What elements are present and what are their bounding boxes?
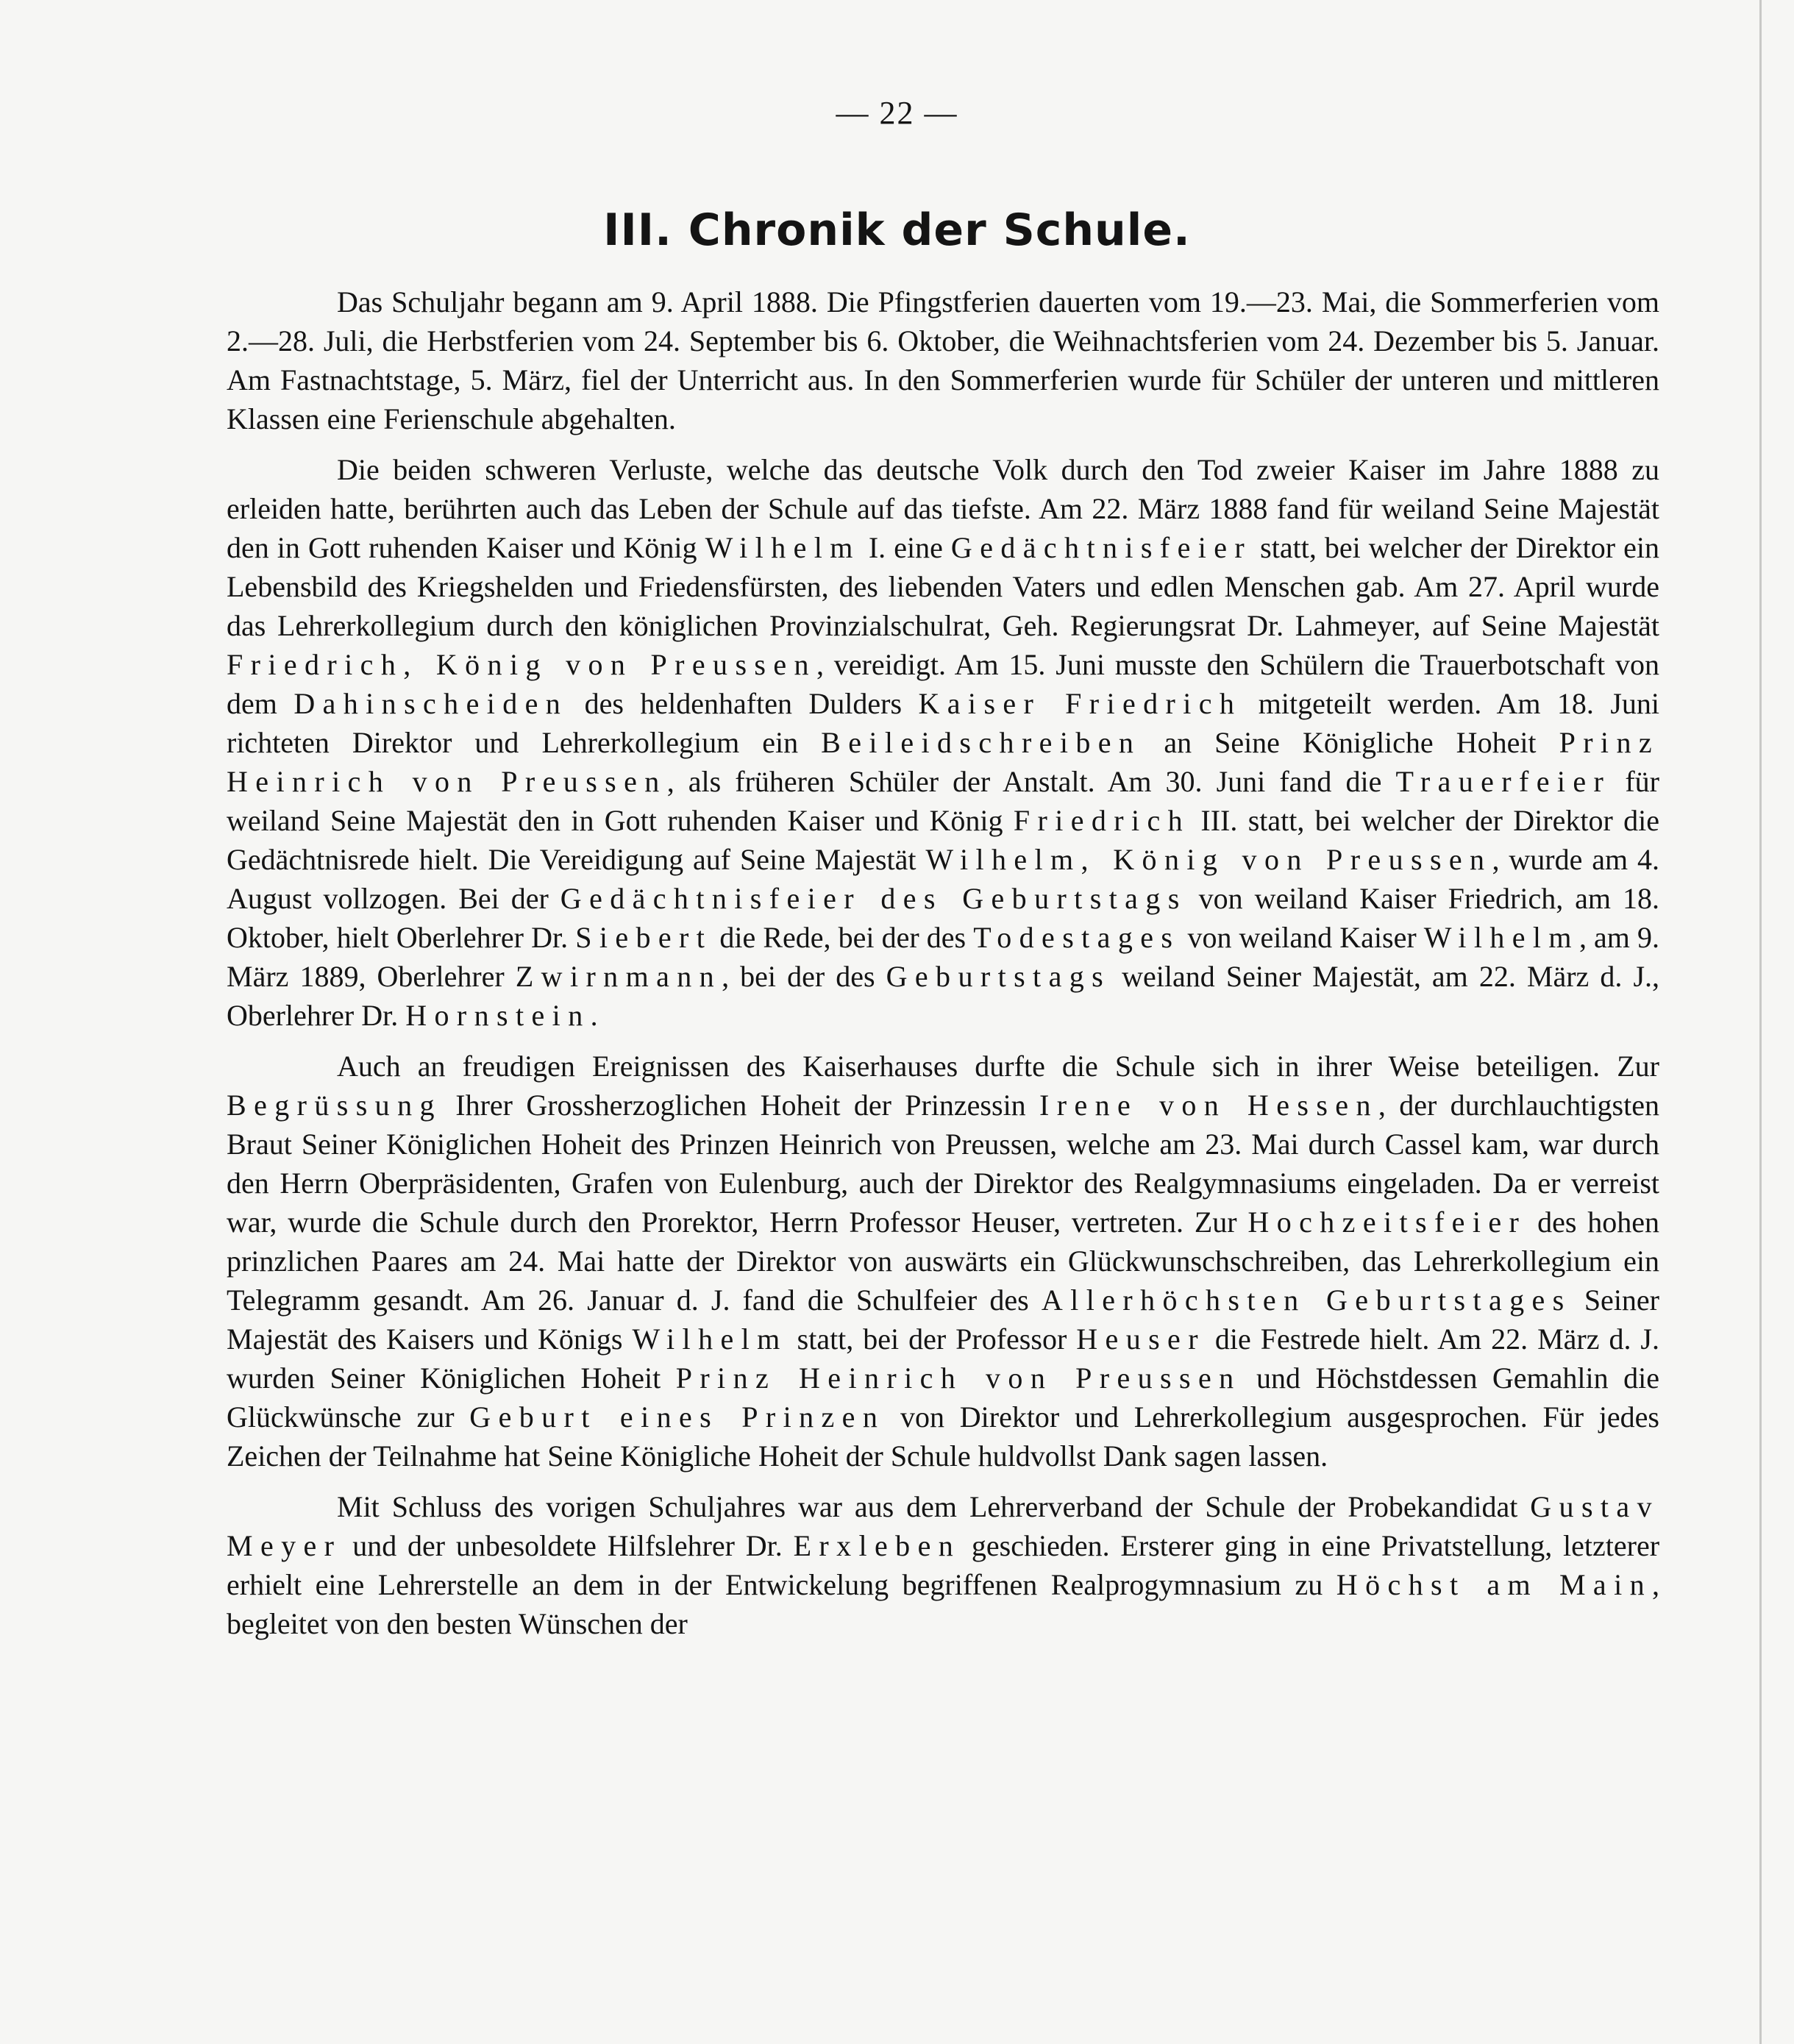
paragraph-text: von Direktor und Lehrerkollegium ausgesprochen. Für jedes Zeichen der Teilnahme hat Seine Königliche Hoheit der Schule huldvollst Dank sagen lassen. <box>227 1400 1659 1473</box>
chronicle-paragraph <box>227 282 1659 438</box>
paragraph-text: von weiland Kaiser <box>1180 921 1424 954</box>
paragraph-text: statt, bei der Professor <box>787 1322 1077 1356</box>
chronicle-paragraph <box>227 450 1659 1035</box>
paragraph-text: des hohen prinzlichen Paares am 24. Mai hatte der Direktor von auswärts ein Glückwunschschreiben, das Lehrerkollegium ein Telegramm gesandt. Am 26. Januar d. J. fand die Schulfeier des <box>227 1206 1659 1317</box>
spaced-emphasis-text: Gustav Meyer <box>227 1490 1659 1562</box>
paragraph-text: Auch an freudigen Ereignissen des Kaiserhauses durfte die Schule sich in ihrer Weise beteiligen. Zur <box>337 1050 1659 1083</box>
spaced-emphasis-text: Friedrich <box>1013 804 1191 837</box>
spaced-emphasis-text: Friedrich, König von Preussen <box>227 648 816 681</box>
spaced-emphasis-text: Hochzeitsfeier <box>1247 1206 1527 1239</box>
paragraph-text: , vereidigt. Am 15. Juni musste den Schülern die Trauerbotschaft von dem <box>227 648 1659 720</box>
spaced-emphasis-text: Wilhelm <box>1423 921 1579 954</box>
spaced-emphasis-text: Gedächtnisfeier <box>950 531 1253 564</box>
paragraph-text: , wurde am 4. August vollzogen. Bei der <box>227 843 1660 915</box>
paragraph-text: Ihrer Grossherzoglichen Hoheit der Prinzessin <box>441 1089 1040 1122</box>
paragraph-text: Die beiden schweren Verluste, welche das deutsche Volk durch den Tod zweier Kaiser im Jahre 1888 zu erleiden hatte, berührten auch das Leben der Schule auf das tiefste. Am 22. März 1888 fand für weiland Seine Majestät den in Gott ruhenden Kaiser und König <box>227 453 1659 564</box>
chronicle-paragraph <box>227 1487 1659 1643</box>
spaced-emphasis-text: Zwirnmann <box>515 960 722 993</box>
paragraph-text: Seiner Majestät des Kaisers und Königs <box>227 1283 1660 1356</box>
spaced-emphasis-text: Wilhelm, König von Preussen <box>925 843 1492 876</box>
paragraph-text: , bei der des <box>722 960 886 993</box>
spaced-emphasis-text: Wilhelm <box>632 1322 788 1356</box>
paragraph-text: III. statt, bei welcher der Direktor die Gedächtnisrede hielt. Die Vereidigung auf Seine Majestät <box>227 804 1659 876</box>
paragraph-text: Das Schuljahr begann am 9. April 1888. Die Pfingstferien dauerten vom 19.—23. Mai, die Sommerferien vom 2.—28. Juli, die Herbstferien vom 24. September bis 6. Oktober, die Weihnachtsferien vom 24. Dezember bis 5. Januar. Am Fastnachtstage, 5. März, fiel der Unterricht aus. In den Sommerferien wurde für Schüler der unteren und mittleren Klassen eine Ferienschule abgehalten. <box>227 285 1659 435</box>
spaced-emphasis-text: Siebert <box>575 921 713 954</box>
page-number: — 22 — <box>836 95 958 131</box>
spaced-emphasis-text: Trauerfeier <box>1395 765 1612 798</box>
paragraph-text: die Rede, bei der des <box>712 921 974 954</box>
paragraph-text: I. eine <box>860 531 951 564</box>
chapter-title: III. Chronik der Schule. <box>603 204 1191 256</box>
paragraph-text: von weiland Kaiser Friedrich, am 18. Oktober, hielt Oberlehrer Dr. <box>227 882 1660 954</box>
spaced-emphasis-text: Gedächtnisfeier des Geburtstags <box>560 882 1187 915</box>
paragraph-text: , am 9. März 1889, Oberlehrer <box>227 921 1659 993</box>
spaced-emphasis-text: Prinz Heinrich von Preussen <box>227 726 1659 798</box>
spaced-emphasis-text: Begrüssung <box>227 1089 442 1122</box>
paragraph-text: , als früheren Schüler der Anstalt. Am 30. Juni fand die <box>666 765 1396 798</box>
paragraph-text: mitgeteilt werden. Am 18. Juni richteten Direktor und Lehrerkollegium ein <box>227 687 1659 759</box>
paragraph-text: . <box>590 999 598 1032</box>
spaced-emphasis-text: Geburtstags <box>886 960 1111 993</box>
paragraph-text: , der durchlauchtigsten Braut Seiner Königlichen Hoheit des Prinzen Heinrich von Preussen, welche am 23. Mai durch Cassel kam, war durch den Herrn Oberpräsidenten, Grafen von Eulenburg, auch der Direktor des Realgymnasiums eingeladen. Da er verreist war, wurde die Schule durch den Prorektor, Herrn Professor Heuser, vertreten. Zur <box>227 1089 1659 1239</box>
spaced-emphasis-text: Erxleben <box>793 1529 961 1562</box>
paragraph-text: geschieden. Ersterer ging in eine Privatstellung, letzterer erhielt eine Lehrerstelle an dem in der Entwickelung begriffenen Realprogymnasium zu <box>227 1529 1660 1601</box>
paragraph-text: weiland Seiner Majestät, am 22. März d. J., Oberlehrer Dr. <box>227 960 1660 1032</box>
spaced-emphasis-text: Dahinscheiden <box>293 687 569 720</box>
spaced-emphasis-text: Todestages <box>973 921 1181 954</box>
paragraph-text: Mit Schluss des vorigen Schuljahres war aus dem Lehrerverband der Schule der Probekandidat <box>337 1490 1531 1523</box>
spaced-emphasis-text: Beileidschreiben <box>821 726 1142 759</box>
spaced-emphasis-text: Heuser <box>1076 1322 1206 1356</box>
paragraph-text: und der unbesoldete Hilfslehrer Dr. <box>341 1529 794 1562</box>
spaced-emphasis-text: Prinz Heinrich von Preussen <box>675 1361 1242 1395</box>
paragraph-text: an Seine Königliche Hoheit <box>1141 726 1559 759</box>
paragraph-text: und Höchstdessen Gemahlin die Glückwünsche zur <box>227 1361 1660 1434</box>
spaced-emphasis-text: Irene von Hessen <box>1039 1089 1378 1122</box>
spaced-emphasis-text: Wilhelm <box>705 531 861 564</box>
paragraph-text: statt, bei welcher der Direktor ein Lebensbild des Kriegshelden und Friedensfürsten, des liebenden Vaters und edlen Menschen gab. Am 27. April wurde das Lehrerkollegium durch den königlichen Provinzialschulrat, Geh. Regierungsrat Dr. Lahmeyer, auf Seine Majestät <box>227 531 1660 642</box>
chronicle-paragraph <box>227 1047 1659 1475</box>
chronicle-body <box>227 282 1659 1655</box>
paragraph-text: , begleitet von den besten Wünschen der <box>227 1568 1659 1640</box>
spaced-emphasis-text: Geburt eines Prinzen <box>469 1400 886 1434</box>
spaced-emphasis-text: Hornstein <box>405 999 591 1032</box>
spaced-emphasis-text: Kaiser Friedrich <box>918 687 1242 720</box>
spaced-emphasis-text: Allerhöchsten Geburtstages <box>1041 1283 1572 1317</box>
page-edge-shadow <box>1759 0 1762 2044</box>
paragraph-text: des heldenhaften Dulders <box>568 687 919 720</box>
paragraph-text: die Festrede hielt. Am 22. März d. J. wurden Seiner Königlichen Hoheit <box>227 1322 1659 1395</box>
spaced-emphasis-text: Höchst am Main <box>1336 1568 1652 1601</box>
paragraph-text: für weiland Seine Majestät den in Gott ruhenden Kaiser und König <box>227 765 1659 837</box>
